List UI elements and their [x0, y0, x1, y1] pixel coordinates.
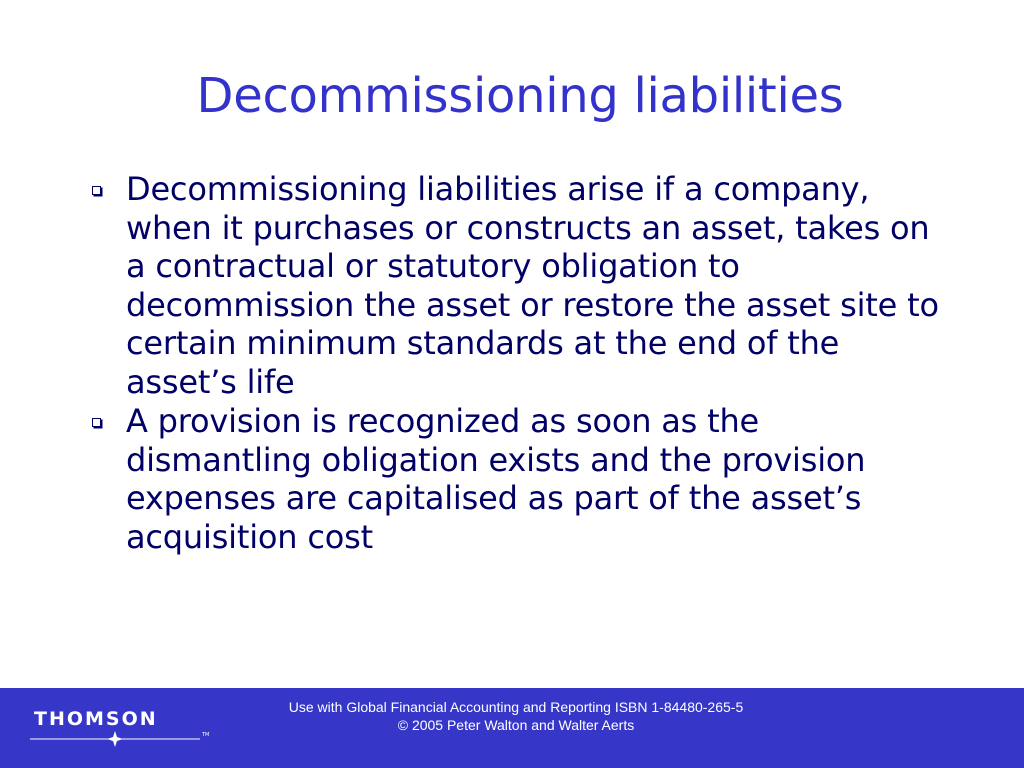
footer-isbn-line: Use with Global Financial Accounting and Reporting ISBN 1-84480-265-5: [288, 699, 744, 715]
slide-title: Decommissioning liabilities: [196, 68, 844, 124]
bullet-text: A provision is recognized as soon as the dismantling obligation exists and the provision expenses are capitalised as part of the asset’s acquisition cost: [126, 402, 866, 556]
trademark-mark: TM: [202, 732, 210, 738]
footer-caption: [0, 698, 1024, 734]
bullet-item: [92, 402, 952, 556]
footer-copyright-line: © 2005 Peter Walton and Walter Aerts: [397, 717, 635, 733]
square-bullet-icon: [92, 418, 101, 427]
bullet-list: [92, 170, 952, 557]
bullet-item: [92, 170, 952, 401]
square-bullet-icon: [92, 186, 101, 195]
footer-bar: [0, 688, 1024, 768]
logo-wordmark: THOMSON: [34, 708, 158, 730]
bullet-text: Decommissioning liabilities arise if a company, when it purchases or constructs an asset, takes on a contractual or statutory obligation to decommission the asset or restore the asset site to certain minimum standards at the end of the asset’s life: [126, 170, 939, 401]
